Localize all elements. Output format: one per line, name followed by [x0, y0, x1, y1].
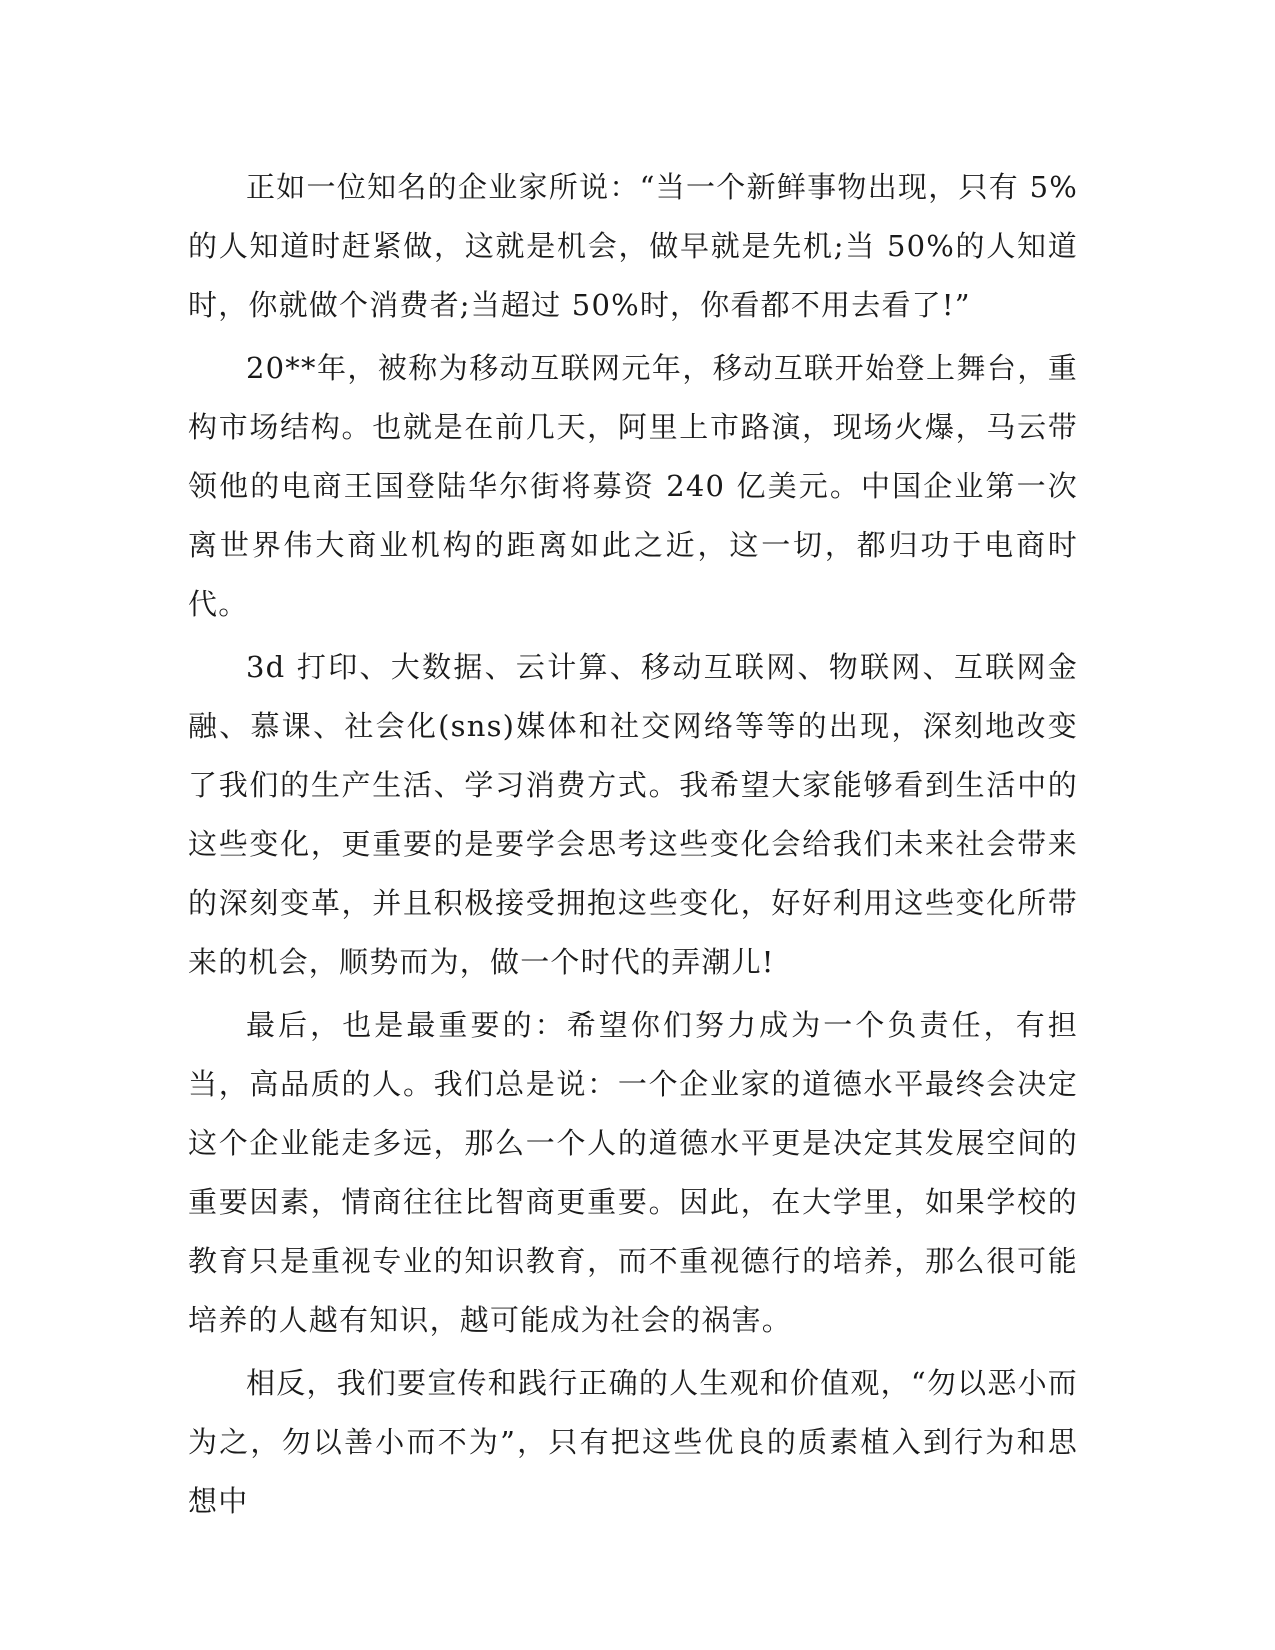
paragraph-mobile-internet: 20**年，被称为移动互联网元年，移动互联开始登上舞台，重构市场结构。也就是在前几天，阿里上市路演，现场火爆，马云带领他的电商王国登陆华尔街将募资 240 亿美元。中国企业第一次离世界伟大商业机构的距离如此之近，这一切，都归功于电商时代。 — [188, 351, 1078, 621]
document-body — [188, 158, 1078, 1535]
paragraph-responsibility: 最后，也是最重要的：希望你们努力成为一个负责任，有担当，高品质的人。我们总是说：一个企业家的道德水平最终会决定这个企业能走多远，那么一个人的道德水平更是决定其发展空间的重要因素，情商往往比智商更重要。因此，在大学里，如果学校的教育只是重视专业的知识教育，而不重视德行的培养，那么很可能培养的人越有知识，越可能成为社会的祸害。 — [188, 1008, 1078, 1337]
paragraph-entrepreneur-quote: 正如一位知名的企业家所说：“当一个新鲜事物出现，只有 5%的人知道时赶紧做，这就是机会，做早就是先机;当 50%的人知道时，你就做个消费者;当超过 50%时，你看都不用去看了!” — [188, 170, 1078, 322]
paragraph-technology-changes: 3d 打印、大数据、云计算、移动互联网、物联网、互联网金融、慕课、社会化(sns)媒体和社交网络等等的出现，深刻地改变了我们的生产生活、学习消费方式。我希望大家能够看到生活中的这些变化，更重要的是要学会思考这些变化会给我们未来社会带来的深刻变革，并且积极接受拥抱这些变化，好好利用这些变化所带来的机会，顺势而为，做一个时代的弄潮儿! — [188, 650, 1078, 979]
paragraph-values: 相反，我们要宣传和践行正确的人生观和价值观，“勿以恶小而为之，勿以善小而不为”，只有把这些优良的质素植入到行为和思想中 — [188, 1366, 1078, 1518]
